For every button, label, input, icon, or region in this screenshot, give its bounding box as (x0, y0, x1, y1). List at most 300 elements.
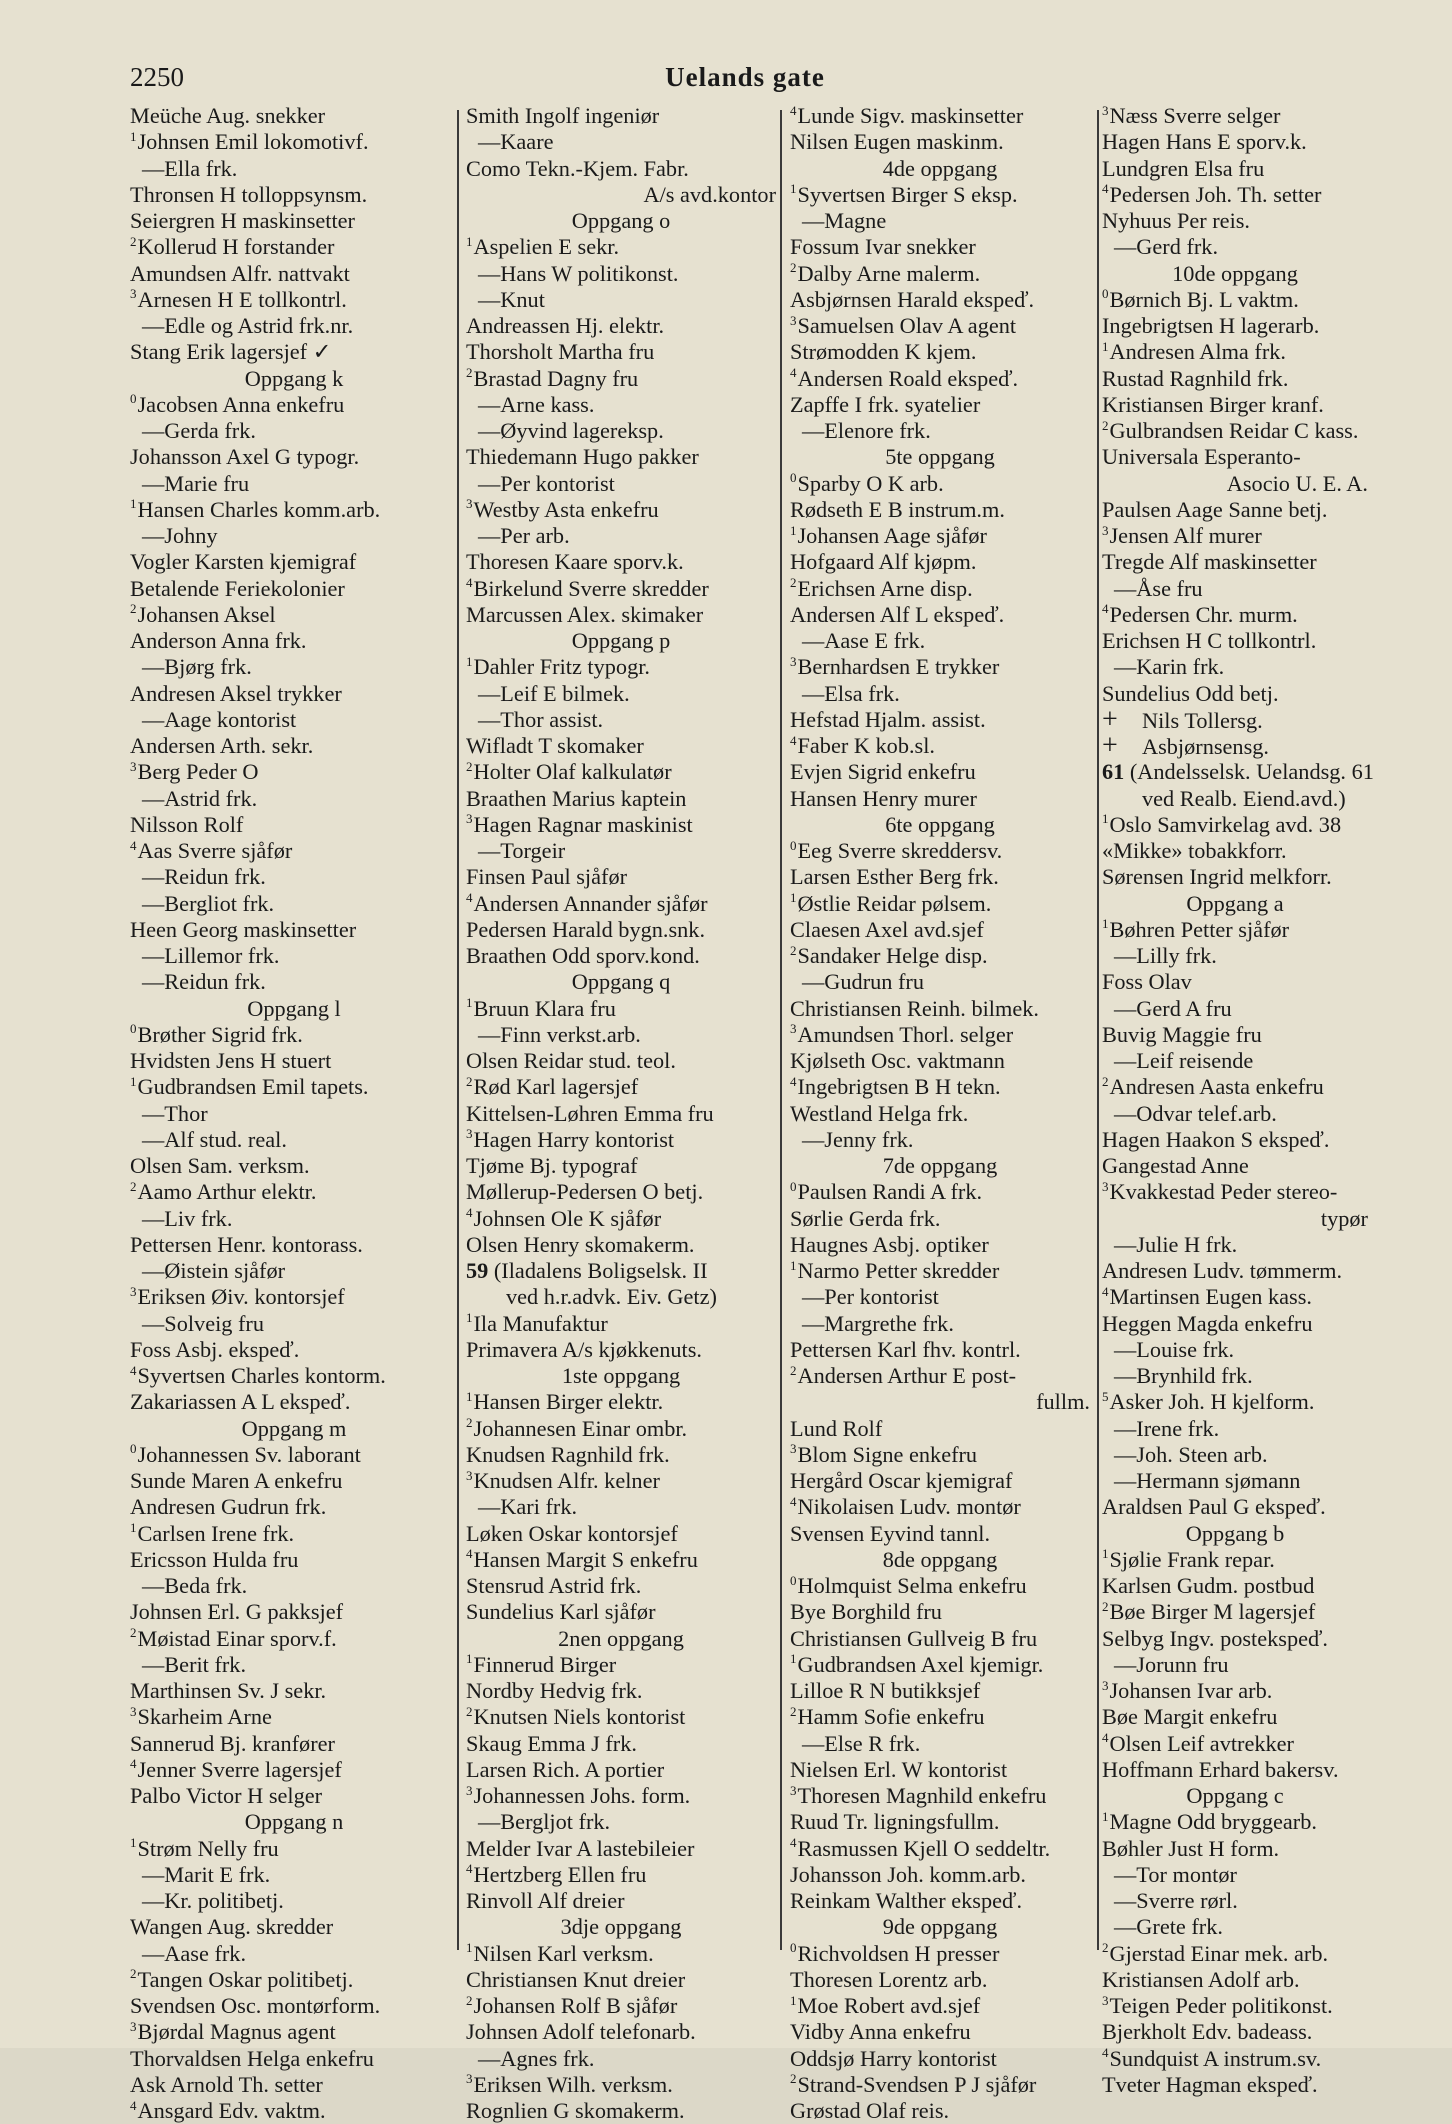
directory-entry (1102, 1389, 1368, 1415)
directory-entry (790, 2019, 1090, 2045)
entry-text: —Edle og Astrid frk.nr. (142, 313, 354, 338)
floor-number: 2 (1102, 1073, 1109, 1089)
floor-number: 1 (466, 1651, 473, 1667)
directory-entry (466, 182, 776, 208)
entry-text: —Torgeir (478, 838, 566, 863)
entry-text: —Joh. Steen arb. (1114, 1441, 1268, 1467)
entry-text: Claesen Axel avd.sjef (790, 916, 984, 942)
entry-text: Johansson Joh. komm.arb. (790, 1861, 1026, 1887)
entry-text: Evjen Sigrid enkefru (790, 759, 976, 785)
entry-text: —Per kontorist (802, 1284, 939, 1310)
entry-text: Amundsen Alfr. nattvakt (130, 260, 350, 286)
entry-text: Bøe Birger M lagersjef (1109, 1599, 1316, 1625)
entry-text: —Else R frk. (802, 1730, 921, 1756)
floor-number: 3 (1102, 1992, 1109, 2008)
directory-entry (790, 1809, 1090, 1835)
entry-text: Magne Odd bryggearb. (1109, 1809, 1317, 1835)
directory-entry (466, 1494, 776, 1520)
directory-entry (1102, 1967, 1368, 1993)
floor-number: 1 (466, 233, 473, 249)
directory-entry (790, 733, 1090, 759)
directory-entry (790, 1836, 1090, 1862)
entry-text: —Brynhild frk. (1114, 1363, 1253, 1388)
floor-number: 0 (790, 1178, 797, 1194)
directory-entry (466, 549, 776, 575)
entry-text: Jensen Alf murer (1109, 523, 1262, 548)
directory-entry (1102, 287, 1368, 313)
directory-entry (1102, 1179, 1368, 1205)
directory-entry (466, 1547, 776, 1573)
entry-text: —Karin frk. (1114, 654, 1225, 680)
directory-entry (466, 1862, 776, 1888)
directory-entry (790, 1993, 1090, 2019)
entry-text: Hansen Margit S enkefru (473, 1546, 698, 1572)
directory-entry (466, 1153, 776, 1179)
directory-entry (466, 1416, 776, 1442)
entry-text: Heen Georg maskinsetter (130, 916, 357, 942)
street-title: Uelands gate (665, 62, 825, 92)
entrance-heading (1102, 1783, 1368, 1809)
directory-entry (130, 1993, 458, 2019)
directory-entry (790, 366, 1090, 392)
entry-text: Nikolaisen Ludv. montør (797, 1494, 1021, 1520)
floor-number: 2 (130, 1966, 137, 1982)
entry-text: Thorsholt Martha fru (466, 339, 655, 365)
entry-text: Johnsen Adolf telefonarb. (466, 2019, 696, 2045)
floor-number: 4 (790, 732, 797, 748)
directory-entry (790, 208, 1090, 234)
floor-number: 2 (790, 1362, 797, 1378)
entry-text: Tregde Alf maskinsetter (1102, 549, 1317, 575)
entry-text: —Leif E bilmek. (478, 680, 630, 706)
directory-entry (1102, 523, 1368, 549)
directory-entry (790, 1284, 1090, 1310)
entry-text: Gudbrandsen Axel kjemigr. (797, 1651, 1044, 1677)
directory-entry (790, 759, 1090, 785)
directory-entry (790, 996, 1090, 1022)
directory-entry (130, 1127, 458, 1153)
entry-text: Johannesen Einar ombr. (473, 1415, 688, 1441)
entry-text: Hertzberg Ellen fru (473, 1861, 647, 1887)
directory-entry (1102, 1153, 1368, 1179)
floor-number: 3 (130, 1283, 137, 1299)
entry-text: Sannerud Bj. kranfører (130, 1730, 335, 1756)
entry-text: Andersen Alf L ekspeď. (790, 601, 1005, 627)
entry-text: —Gerd A fru (1114, 995, 1232, 1021)
directory-entry (790, 1389, 1090, 1415)
directory-entry (1102, 1258, 1368, 1284)
entry-text: —Kaare (478, 129, 554, 155)
entry-text: Bøhren Petter sjåfør (1109, 916, 1290, 942)
entry-text: Aspelien E sekr. (473, 234, 620, 260)
entry-text: Kristiansen Birger kranf. (1102, 391, 1324, 417)
directory-entry (466, 1599, 776, 1625)
entry-text: Wifladt T skomaker (466, 733, 644, 758)
entry-text: Sørlie Gerda frk. (790, 1205, 941, 1231)
entry-text: Larsen Rich. A portier (466, 1756, 665, 1782)
directory-entry (1102, 1442, 1368, 1468)
entry-text: —Reidun frk. (142, 864, 266, 890)
entry-text: —Per arb. (478, 523, 570, 548)
entry-text: Larsen Esther Berg frk. (790, 864, 999, 890)
entry-text: Olsen Henry skomakerm. (466, 1231, 695, 1257)
directory-entry (1102, 1101, 1368, 1127)
entrance-heading (790, 444, 1090, 470)
entry-text: —Per kontorist (478, 470, 615, 496)
directory-entry (1102, 549, 1368, 575)
entry-text: Johnsen Erl. G pakksjef (130, 1599, 344, 1625)
directory-entry (130, 1363, 458, 1389)
directory-entry (466, 707, 776, 733)
directory-entry (1102, 208, 1368, 234)
floor-number: 4 (790, 102, 797, 118)
directory-entry (790, 1337, 1090, 1363)
entry-text: Pedersen Chr. murm. (1109, 601, 1298, 627)
entry-text: Andersen Arthur E post- (797, 1363, 1017, 1388)
entry-text: Rinvoll Alf dreier (466, 1888, 625, 1913)
floor-number: 4 (130, 837, 137, 853)
directory-entry (1102, 1599, 1368, 1625)
directory-entry (466, 1337, 776, 1363)
column-4 (1102, 102, 1374, 2098)
directory-entry (466, 786, 776, 812)
directory-entry (466, 1284, 776, 1310)
directory-entry (130, 1468, 458, 1494)
entry-text: Marthinsen Sv. J sekr. (130, 1678, 327, 1703)
floor-number: 3 (466, 1126, 473, 1142)
directory-entry (466, 1731, 776, 1757)
directory-entry (130, 1048, 458, 1074)
floor-number: 2 (790, 260, 797, 276)
floor-number: 0 (130, 1441, 137, 1457)
directory-entry (790, 1888, 1090, 1914)
entry-text: Skaug Emma J frk. (466, 1730, 637, 1756)
entry-text: Johannessen Johs. form. (473, 1783, 691, 1808)
directory-entry (466, 287, 776, 313)
directory-entry (1102, 1573, 1368, 1599)
directory-entry (790, 707, 1090, 733)
directory-entry (1102, 1757, 1368, 1783)
entrance-label: 4de oppgang (882, 155, 998, 181)
entry-text: Westland Helga frk. (790, 1100, 969, 1126)
column-3 (790, 103, 1090, 2124)
directory-entry (130, 339, 458, 365)
floor-number: 1 (790, 890, 797, 906)
entrance-label: 3dje oppgang (560, 1914, 682, 1940)
directory-entry (130, 1731, 458, 1757)
floor-number: 1 (1102, 916, 1109, 932)
entry-text: Olsen Leif avtrekker (1109, 1730, 1294, 1756)
entrance-label: 8de oppgang (882, 1546, 998, 1572)
directory-entry (1102, 1731, 1368, 1757)
floor-number: 2 (790, 575, 797, 591)
entry-text: —Hans W politikonst. (478, 260, 679, 286)
floor-number: 3 (466, 1782, 473, 1798)
directory-entry (130, 103, 458, 129)
floor-number: 3 (466, 496, 473, 512)
directory-entry (466, 497, 776, 523)
entry-text: —Åse fru (1114, 575, 1203, 601)
floor-number: 3 (130, 758, 137, 774)
entry-text: —Bjørg frk. (142, 654, 252, 680)
column-divider (1097, 110, 1099, 1950)
entry-text: —Jorunn fru (1114, 1651, 1229, 1677)
entry-text: Samuelsen Olav A agent (797, 313, 1017, 338)
entrance-label: 9de oppgang (882, 1914, 998, 1940)
entrance-label: Oppgang o (571, 208, 671, 233)
floor-number: 4 (466, 1546, 473, 1562)
entry-text: Sundquist A instrum.sv. (1109, 2045, 1322, 2071)
entry-text: Gjerstad Einar mek. arb. (1109, 1940, 1329, 1966)
directory-entry (1102, 1232, 1368, 1258)
entry-text: Lund Rolf (790, 1415, 883, 1441)
entrance-label: Oppgang l (247, 995, 341, 1021)
directory-entry (790, 2046, 1090, 2072)
entry-text: Rødseth E B instrum.m. (790, 496, 1005, 522)
entry-text: Sundelius Odd betj. (1102, 680, 1279, 706)
directory-entry (466, 2072, 776, 2098)
entry-text: Syvertsen Birger S eksp. (797, 181, 1018, 207)
floor-number: 3 (130, 1703, 137, 1719)
floor-number: 3 (130, 286, 137, 302)
entry-text: Marcussen Alex. skimaker (466, 601, 704, 627)
directory-entry (130, 549, 458, 575)
entry-text: ved Realb. Eiend.avd.) (1142, 785, 1346, 811)
entry-text: Hansen Henry murer (790, 785, 977, 811)
directory-entry (130, 1494, 458, 1520)
directory-entry (130, 2072, 458, 2098)
entry-text: Asbjørnsen Harald ekspeď. (790, 286, 1035, 312)
directory-entry (790, 234, 1090, 260)
directory-entry (790, 1862, 1090, 1888)
entry-text: Johnsen Ole K sjåfør (473, 1205, 662, 1231)
directory-entry (466, 1127, 776, 1153)
directory-entry (466, 733, 776, 759)
directory-entry (130, 208, 458, 234)
floor-number: 1 (130, 1073, 137, 1089)
entrance-heading (466, 628, 776, 654)
entry-text: Westby Asta enkefru (473, 496, 659, 522)
floor-number: 2 (130, 1178, 137, 1194)
entry-text: —Finn verkst.arb. (478, 1021, 641, 1047)
directory-entry (130, 602, 458, 628)
entry-text: Martinsen Eugen kass. (1109, 1284, 1312, 1310)
directory-entry (130, 1573, 458, 1599)
floor-number: 2 (790, 2071, 797, 2087)
entry-text: Christiansen Reinh. bilmek. (790, 995, 1039, 1021)
directory-entry (466, 1101, 776, 1127)
entry-text: —Marie fru (142, 470, 250, 496)
directory-entry (130, 2019, 458, 2045)
directory-entry (466, 1809, 776, 1835)
entry-text: —Thor (142, 1100, 208, 1126)
floor-number: 4 (466, 890, 473, 906)
entry-text: Pettersen Karl fhv. kontrl. (790, 1336, 1021, 1362)
entrance-heading (466, 1626, 776, 1652)
entry-text: Johansen Aage sjåfør (797, 523, 987, 548)
directory-entry (790, 1626, 1090, 1652)
entrance-heading (466, 1363, 776, 1389)
directory-entry (130, 576, 458, 602)
directory-entry (1102, 1888, 1368, 1914)
entrance-heading (1102, 261, 1368, 287)
floor-number: 4 (466, 1205, 473, 1221)
entry-text: Anderson Anna frk. (130, 628, 307, 653)
directory-entry (790, 1783, 1090, 1809)
entry-text: Asker Joh. H kjelform. (1109, 1389, 1315, 1415)
entry-text: ved h.r.advk. Eiv. Getz) (506, 1284, 717, 1310)
directory-entry (466, 418, 776, 444)
directory-entry (1102, 730, 1368, 761)
directory-entry (466, 1232, 776, 1258)
entry-text: —Bergljot frk. (478, 1809, 611, 1835)
entry-text: Thorvaldsen Helga enkefru (130, 2045, 374, 2071)
entry-text: Andresen Aasta enkefru (1109, 1074, 1324, 1100)
entry-text: —Reidun frk. (142, 969, 266, 995)
entry-text: Løken Oskar kontorsjef (466, 1520, 678, 1546)
directory-entry (1102, 759, 1374, 785)
directory-entry (1102, 2019, 1368, 2045)
directory-entry (130, 733, 458, 759)
entrance-label: 10de oppgang (1172, 260, 1298, 286)
directory-entry (130, 1206, 458, 1232)
directory-entry (466, 444, 776, 470)
floor-number: 1 (130, 1520, 137, 1536)
directory-entry (466, 1389, 776, 1415)
entry-text: Strand-Svendsen P J sjåfør (797, 2071, 1037, 2097)
directory-entry (790, 1232, 1090, 1258)
directory-entry (1102, 1416, 1368, 1442)
floor-number: 4 (1102, 181, 1109, 197)
entry-text: Primavera A/s kjøkkenuts. (466, 1336, 702, 1362)
floor-number: 3 (1102, 1677, 1109, 1693)
directory-entry (1102, 602, 1368, 628)
directory-entry (790, 418, 1090, 444)
directory-entry (790, 943, 1090, 969)
directory-entry (790, 654, 1090, 680)
directory-entry (1102, 1363, 1368, 1389)
floor-number: 4 (790, 365, 797, 381)
directory-entry (130, 943, 458, 969)
directory-entry (1102, 1494, 1368, 1520)
page-number: 2250 (130, 62, 184, 92)
entry-text: Richvoldsen H presser (797, 1940, 1000, 1966)
entry-text: —Øistein sjåfør (142, 1258, 286, 1283)
entry-text: Gangestad Anne (1102, 1153, 1249, 1178)
entry-text: —Lilly frk. (1114, 943, 1217, 968)
entry-text: Eriksen Øiv. kontorsjef (137, 1284, 345, 1310)
directory-entry (466, 471, 776, 497)
directory-entry (790, 1179, 1090, 1205)
entrance-heading (130, 1809, 458, 1835)
entry-text: Børnich Bj. L vaktm. (1109, 286, 1299, 312)
entrance-label: 7de oppgang (882, 1153, 998, 1178)
directory-entry (130, 156, 458, 182)
floor-number: 1 (1102, 811, 1109, 827)
entry-text: A/s avd.kontor (643, 181, 776, 207)
directory-entry (790, 1678, 1090, 1704)
directory-entry (466, 943, 776, 969)
directory-entry (1102, 497, 1368, 523)
directory-entry (790, 1022, 1090, 1048)
directory-entry (1102, 1311, 1368, 1337)
entry-text: —Gerda frk. (142, 418, 256, 443)
directory-entry (130, 129, 458, 155)
directory-entry (466, 1258, 776, 1284)
directory-entry (130, 1179, 458, 1205)
entry-text: Johansen Ivar arb. (1109, 1678, 1273, 1703)
directory-entry (1102, 703, 1368, 735)
floor-number: 3 (466, 811, 473, 827)
directory-entry (1102, 366, 1368, 392)
directory-entry (466, 996, 776, 1022)
directory-entry (466, 261, 776, 287)
directory-entry (130, 891, 458, 917)
directory-entry (790, 1599, 1090, 1625)
entrance-heading (790, 156, 1090, 182)
directory-entry (466, 339, 776, 365)
directory-entry (130, 1783, 458, 1809)
floor-number: 4 (130, 1756, 137, 1772)
entry-text: Zakariassen A L ekspeď. (130, 1389, 351, 1415)
floor-number: 3 (790, 312, 797, 328)
entry-text: Sjølie Frank repar. (1109, 1546, 1275, 1572)
directory-entry (466, 2098, 776, 2124)
directory-entry (466, 1206, 776, 1232)
directory-entry (130, 759, 458, 785)
directory-entry (1102, 182, 1368, 208)
entrance-heading (790, 1547, 1090, 1573)
entry-text: Svensen Eyvind tannl. (790, 1520, 991, 1546)
directory-entry (1102, 1836, 1368, 1862)
directory-entry (466, 313, 776, 339)
entrance-heading (466, 969, 776, 995)
entry-text: Stensrud Astrid frk. (466, 1573, 642, 1598)
floor-number: 4 (466, 575, 473, 591)
entry-text: —Marit E frk. (142, 1861, 271, 1887)
directory-entry (130, 1389, 458, 1415)
column-1 (130, 103, 458, 2124)
page-header (130, 62, 1360, 96)
directory-entry (790, 1311, 1090, 1337)
entry-text: —Agnes frk. (478, 2045, 595, 2071)
entry-text: Buvig Maggie fru (1102, 1021, 1262, 1047)
entry-text: —Kr. politibetj. (142, 1888, 284, 1913)
entry-text: —Bergliot frk. (142, 890, 275, 916)
directory-entry (1102, 917, 1368, 943)
directory-entry (466, 654, 776, 680)
floor-number: 1 (466, 995, 473, 1011)
entrance-label: Oppgang m (241, 1415, 347, 1441)
directory-entry (790, 1048, 1090, 1074)
directory-entry (790, 287, 1090, 313)
entry-text: Hagen Haakon S ekspeď. (1102, 1126, 1330, 1152)
entrance-label: 6te oppgang (885, 811, 995, 837)
floor-number: 3 (790, 1782, 797, 1798)
directory-entry (790, 1757, 1090, 1783)
directory-entry (1102, 1074, 1368, 1100)
entrance-label: 5te oppgang (885, 444, 995, 470)
directory-entry (130, 812, 458, 838)
floor-number: 1 (466, 653, 473, 669)
entry-text: Lundgren Elsa fru (1102, 155, 1265, 181)
directory-entry (1102, 313, 1368, 339)
entry-text: typør (1320, 1205, 1368, 1231)
directory-entry (790, 339, 1090, 365)
entry-text: —Ella frk. (142, 155, 238, 181)
entry-text: Ansgard Edv. vaktm. (137, 2098, 326, 2123)
entry-text: Svendsen Osc. montørform. (130, 1993, 381, 2018)
